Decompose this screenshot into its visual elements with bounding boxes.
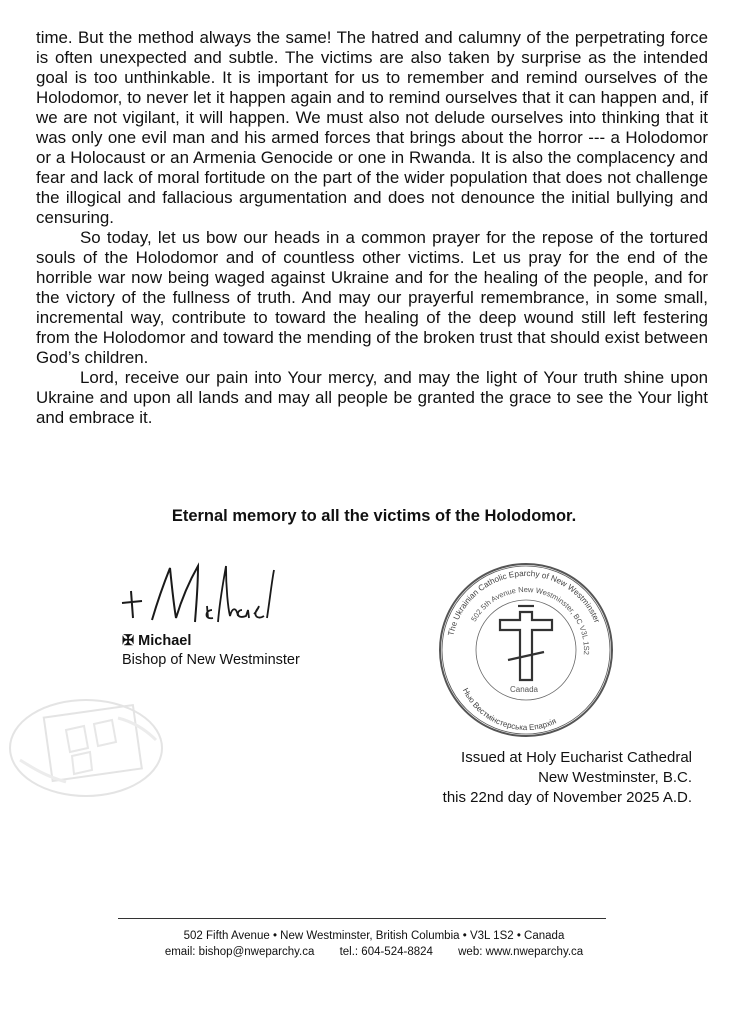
footer-contacts xyxy=(0,944,748,960)
issued-line-2: New Westminster, B.C. xyxy=(538,769,692,786)
signer-block xyxy=(122,632,300,670)
issued-block xyxy=(443,748,692,808)
eparchy-seal xyxy=(436,560,616,740)
paragraph-3: Lord, receive our pain into Your mercy, and may the light of Your truth shine upon Ukraine and upon all lands and may all people be granted the grace to see the Your light and embrace it. xyxy=(36,368,708,427)
footer-divider xyxy=(118,918,606,919)
seal-inner-text: 502 5th Avenue New Westminster, BC V3L 1S2 xyxy=(469,584,592,656)
footer xyxy=(0,928,748,960)
footer-web[interactable]: web: www.nweparchy.ca xyxy=(458,946,584,958)
seal-bottom-text: Нью Вестмінстерська Епархія xyxy=(460,686,558,733)
handwritten-signature xyxy=(112,558,282,638)
paragraph-1: time. But the method always the same! The hatred and calumny of the perpetrating force is often unexpected and subtle. The victims are also taken by surprise as the intended goal is too unthinkable. It is important for us to remember and remind ourselves of the Holodomor, to never let it happen again and to remind ourselves that it can happen and, if we are not vigilant, it will happen. We must also not delude ourselves into thinking that it was only one evil man and his armed forces that brings about the horror --- a Holodomor or a Holocaust or an Armenia Genocide or one in Rwanda. It is also the complacency and fear and lack of moral fortitude on the part of the wider population that does not challenge the illogical and fallacious argumentation and does not denounce the initial bullying and censuring. xyxy=(36,28,708,227)
embossed-seal-icon xyxy=(6,690,166,800)
seal-country: Canada xyxy=(509,685,539,694)
seal-outer-text: The Ukrainian Catholic Eparchy of New Westminster xyxy=(446,568,602,637)
issued-line-3: this 22nd day of November 2025 A.D. xyxy=(442,789,692,806)
footer-address: 502 Fifth Avenue • New Westminster, British Columbia • V3L 1S2 • Canada xyxy=(183,930,565,942)
orthodox-cross-icon xyxy=(500,606,552,680)
paragraph-2: So today, let us bow our heads in a common prayer for the repose of the tortured souls of the Holodomor and of countless other victims. Let us pray for the end of the horrible war now being waged against Ukraine and for the healing of the people, and for the victory of the fullness of truth. And may our prayerful remembrance, in some small, incremental way, contribute to toward the healing of the deep wound still left festering from the Holodomor and toward the mending of the broken trust that should exist between God’s children. xyxy=(36,228,708,367)
issued-line-1: Issued at Holy Eucharist Cathedral xyxy=(461,749,692,766)
footer-email[interactable]: email: bishop@nweparchy.ca xyxy=(164,946,315,958)
closing-line: Eternal memory to all the victims of the Holodomor. xyxy=(171,507,577,525)
footer-tel: tel.: 604-524-8824 xyxy=(339,946,433,958)
signer-name: ✠ Michael xyxy=(122,633,192,649)
letter-body xyxy=(36,28,708,428)
signer-title: Bishop of New Westminster xyxy=(122,652,300,668)
